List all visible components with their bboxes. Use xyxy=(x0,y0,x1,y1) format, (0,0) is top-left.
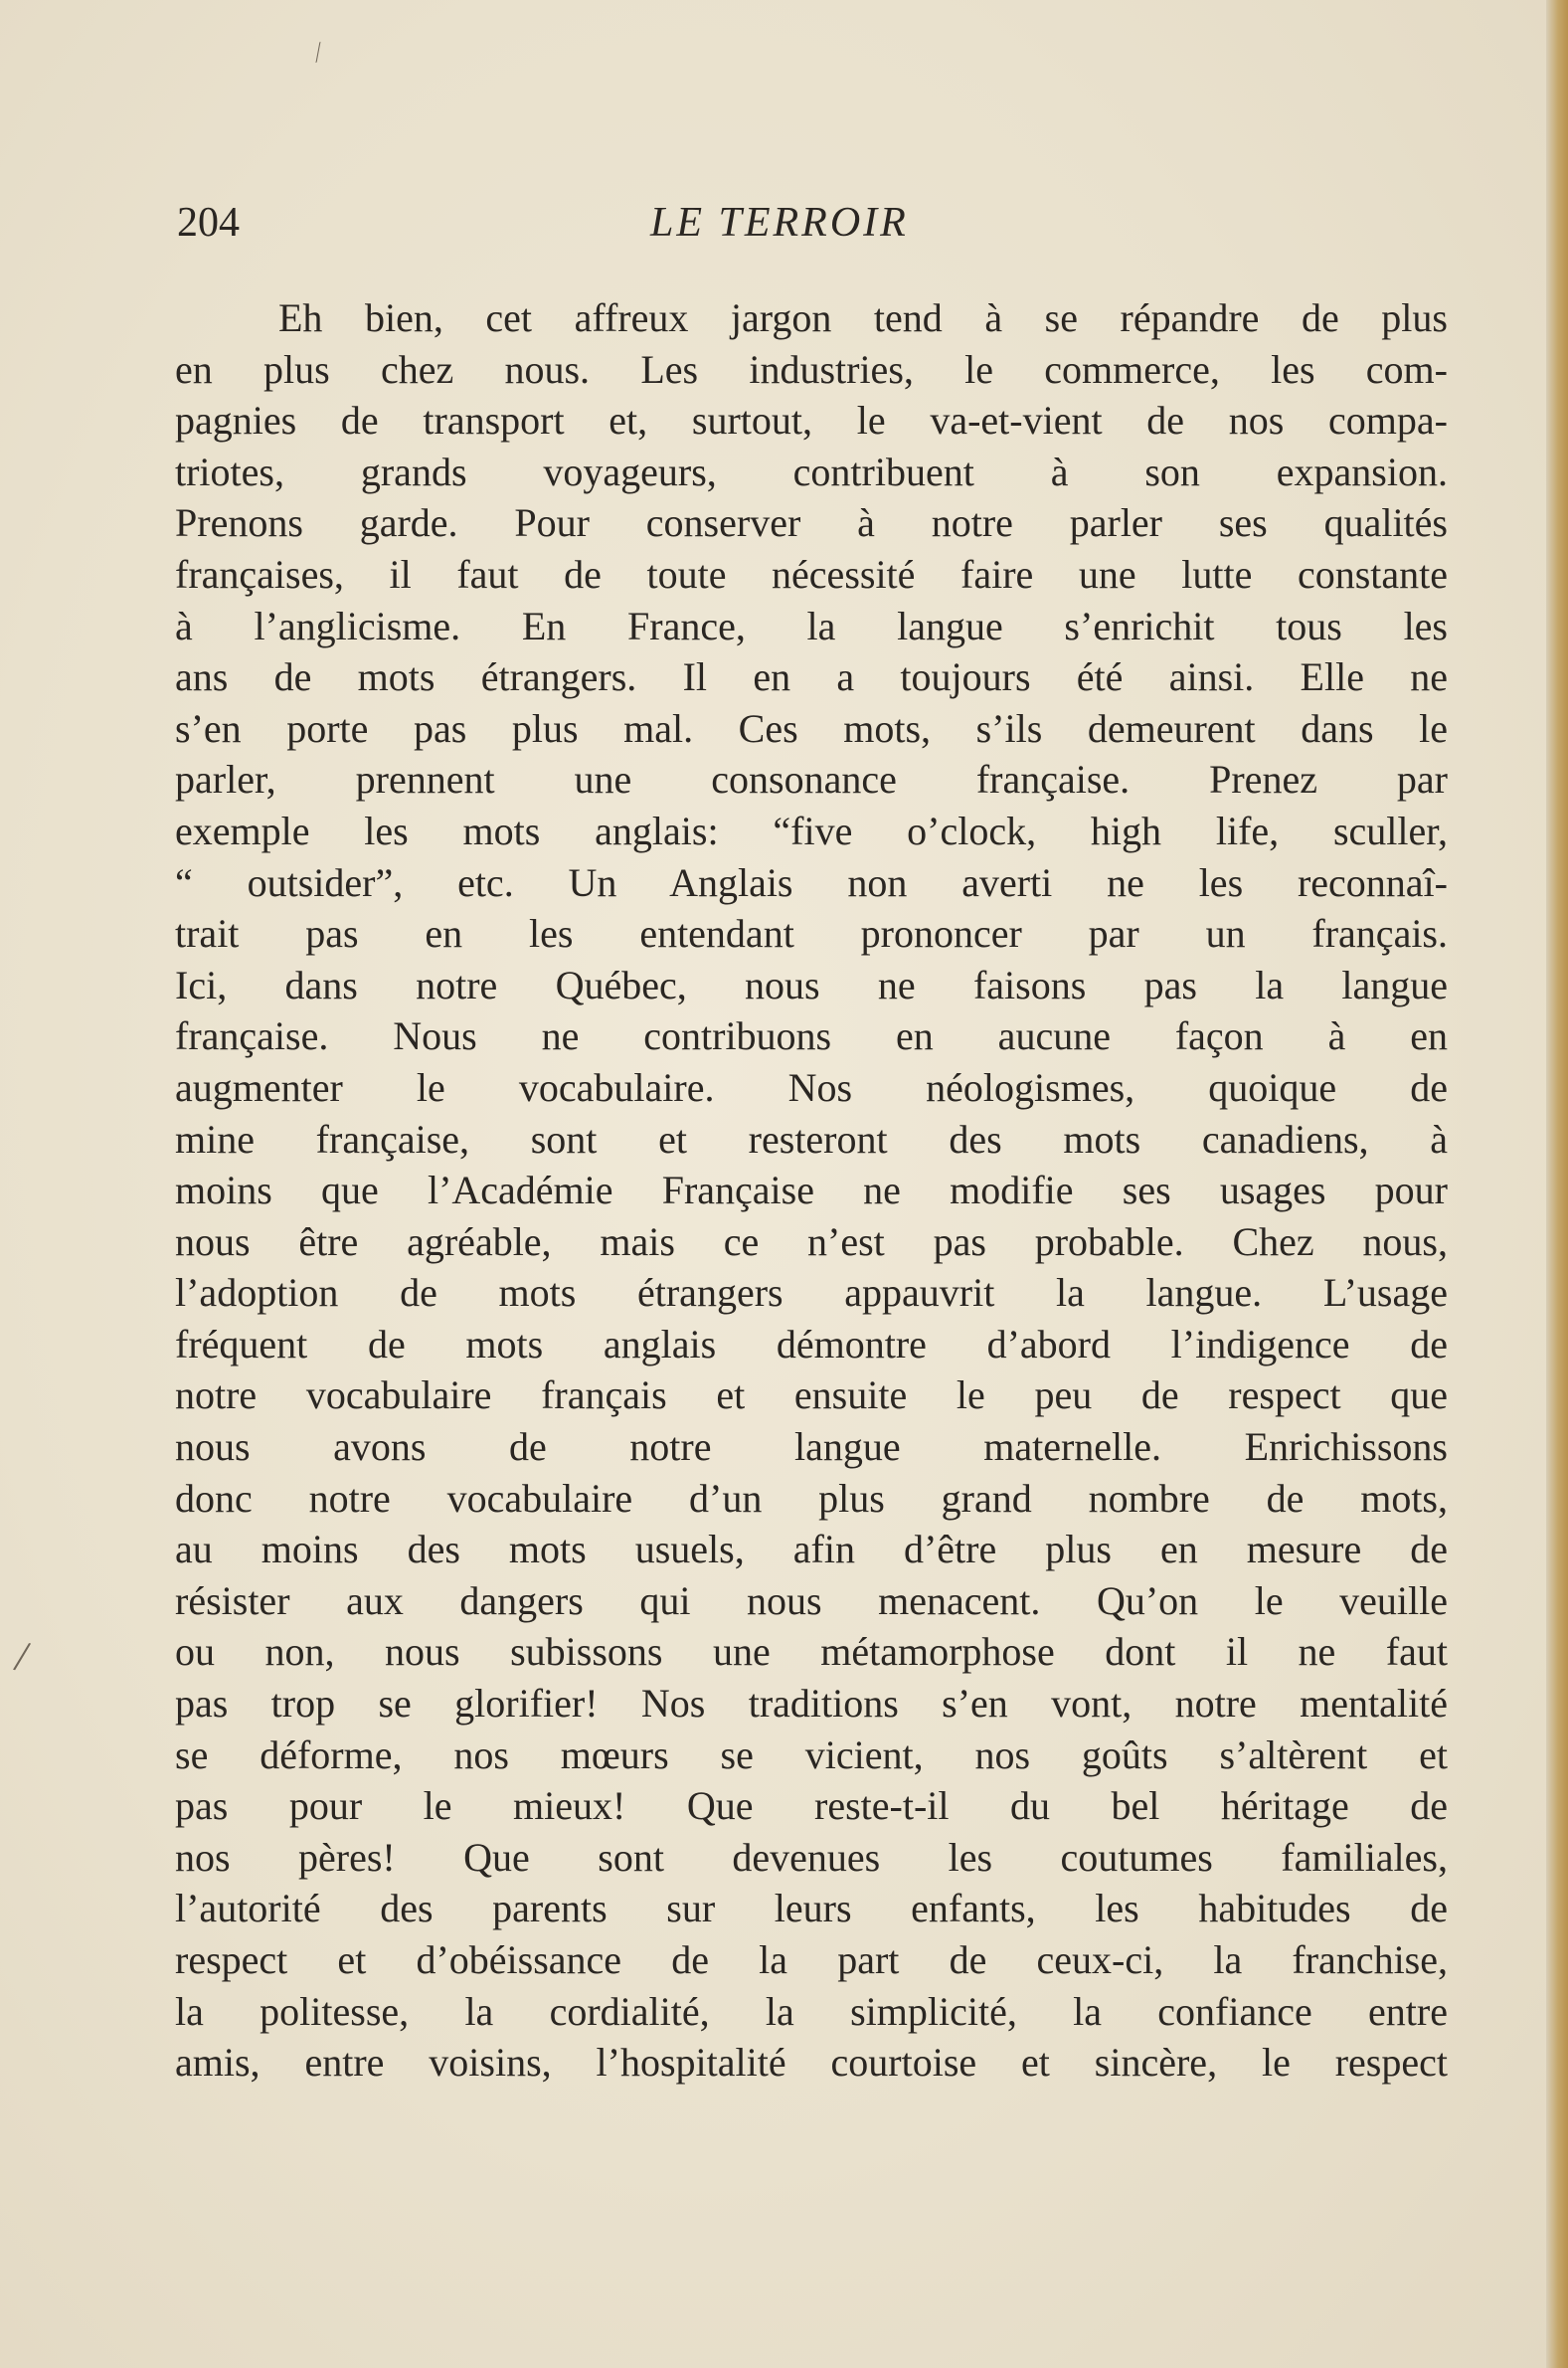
text-line: ans de mots étrangers. Il en a toujours été ainsi. Elle ne xyxy=(175,654,1448,700)
text-line: donc notre vocabulaire d’un plus grand nombre de mots, xyxy=(175,1475,1448,1521)
running-head xyxy=(177,199,1450,259)
text-line: françaises, il faut de toute nécessité faire une lutte constante xyxy=(175,551,1448,597)
stray-mark: / xyxy=(11,1631,34,1682)
text-line: “ outsider”, etc. Un Anglais non averti ne les reconnaî- xyxy=(175,859,1448,905)
text-line: Ici, dans notre Québec, nous ne faisons pas la langue xyxy=(175,962,1448,1007)
text-line: respect et d’obéissance de la part de ceux-ci, la franchise, xyxy=(175,1937,1448,1982)
text-line: pas pour le mieux! Que reste-t-il du bel héritage de xyxy=(175,1783,1448,1829)
page-edge xyxy=(1546,0,1568,2368)
text-line: résister aux dangers qui nous menacent. Qu’on le veuille xyxy=(175,1577,1448,1623)
text-line: nous être agréable, mais ce n’est pas probable. Chez nous, xyxy=(175,1218,1448,1264)
text-line: exemple les mots anglais: “five o’clock, high life, sculler, xyxy=(175,808,1448,853)
text-line: notre vocabulaire français et ensuite le peu de respect que xyxy=(175,1372,1448,1418)
text-line: pas trop se glorifier! Nos traditions s’en vont, notre mentalité xyxy=(175,1681,1448,1727)
stray-mark: ⁄ xyxy=(309,38,327,67)
text-line: française. Nous ne contribuons en aucune façon à en xyxy=(175,1013,1448,1059)
text-line: à l’anglicisme. En France, la langue s’enrichit tous les xyxy=(175,603,1448,648)
text-line: nous avons de notre langue maternelle. Enrichissons xyxy=(175,1424,1448,1470)
text-line: au moins des mots usuels, afin d’être plus en mesure de xyxy=(175,1527,1448,1572)
text-line: pagnies de transport et, surtout, le va-et-vient de nos compa- xyxy=(175,398,1448,444)
text-line: ou non, nous subissons une métamorphose dont il ne faut xyxy=(175,1629,1448,1675)
body-text xyxy=(175,292,1448,2089)
text-line: nos pères! Que sont devenues les coutumes familiales, xyxy=(175,1834,1448,1880)
text-line: amis, entre voisins, l’hospitalité courtoise et sincère, le respect xyxy=(175,2040,1448,2086)
text-line: la politesse, la cordialité, la simplicité, la confiance entre xyxy=(175,1988,1448,2034)
text-line: l’adoption de mots étrangers appauvrit la langue. L’usage xyxy=(175,1270,1448,1316)
page-number: 204 xyxy=(177,200,240,246)
text-line: l’autorité des parents sur leurs enfants, les habitudes de xyxy=(175,1886,1448,1931)
text-line: fréquent de mots anglais démontre d’abord l’indigence de xyxy=(175,1321,1448,1366)
text-line: augmenter le vocabulaire. Nos néologismes, quoique de xyxy=(175,1064,1448,1110)
text-line: Eh bien, cet affreux jargon tend à se répandre de plus xyxy=(278,295,1448,340)
running-title: LE TERROIR xyxy=(650,200,909,246)
text-line: mine française, sont et resteront des mots canadiens, à xyxy=(175,1116,1448,1162)
text-line: parler, prennent une consonance française. Prenez par xyxy=(175,757,1448,803)
text-line: triotes, grands voyageurs, contribuent à son expansion. xyxy=(175,449,1448,494)
text-line: trait pas en les entendant prononcer par un français. xyxy=(175,911,1448,957)
text-line: s’en porte pas plus mal. Ces mots, s’ils demeurent dans le xyxy=(175,705,1448,751)
text-line: en plus chez nous. Les industries, le commerce, les com- xyxy=(175,346,1448,392)
text-line: se déforme, nos mœurs se vicient, nos goûts s’altèrent et xyxy=(175,1731,1448,1777)
text-line: Prenons garde. Pour conserver à notre parler ses qualités xyxy=(175,500,1448,546)
text-line: moins que l’Académie Française ne modifie ses usages pour xyxy=(175,1168,1448,1213)
